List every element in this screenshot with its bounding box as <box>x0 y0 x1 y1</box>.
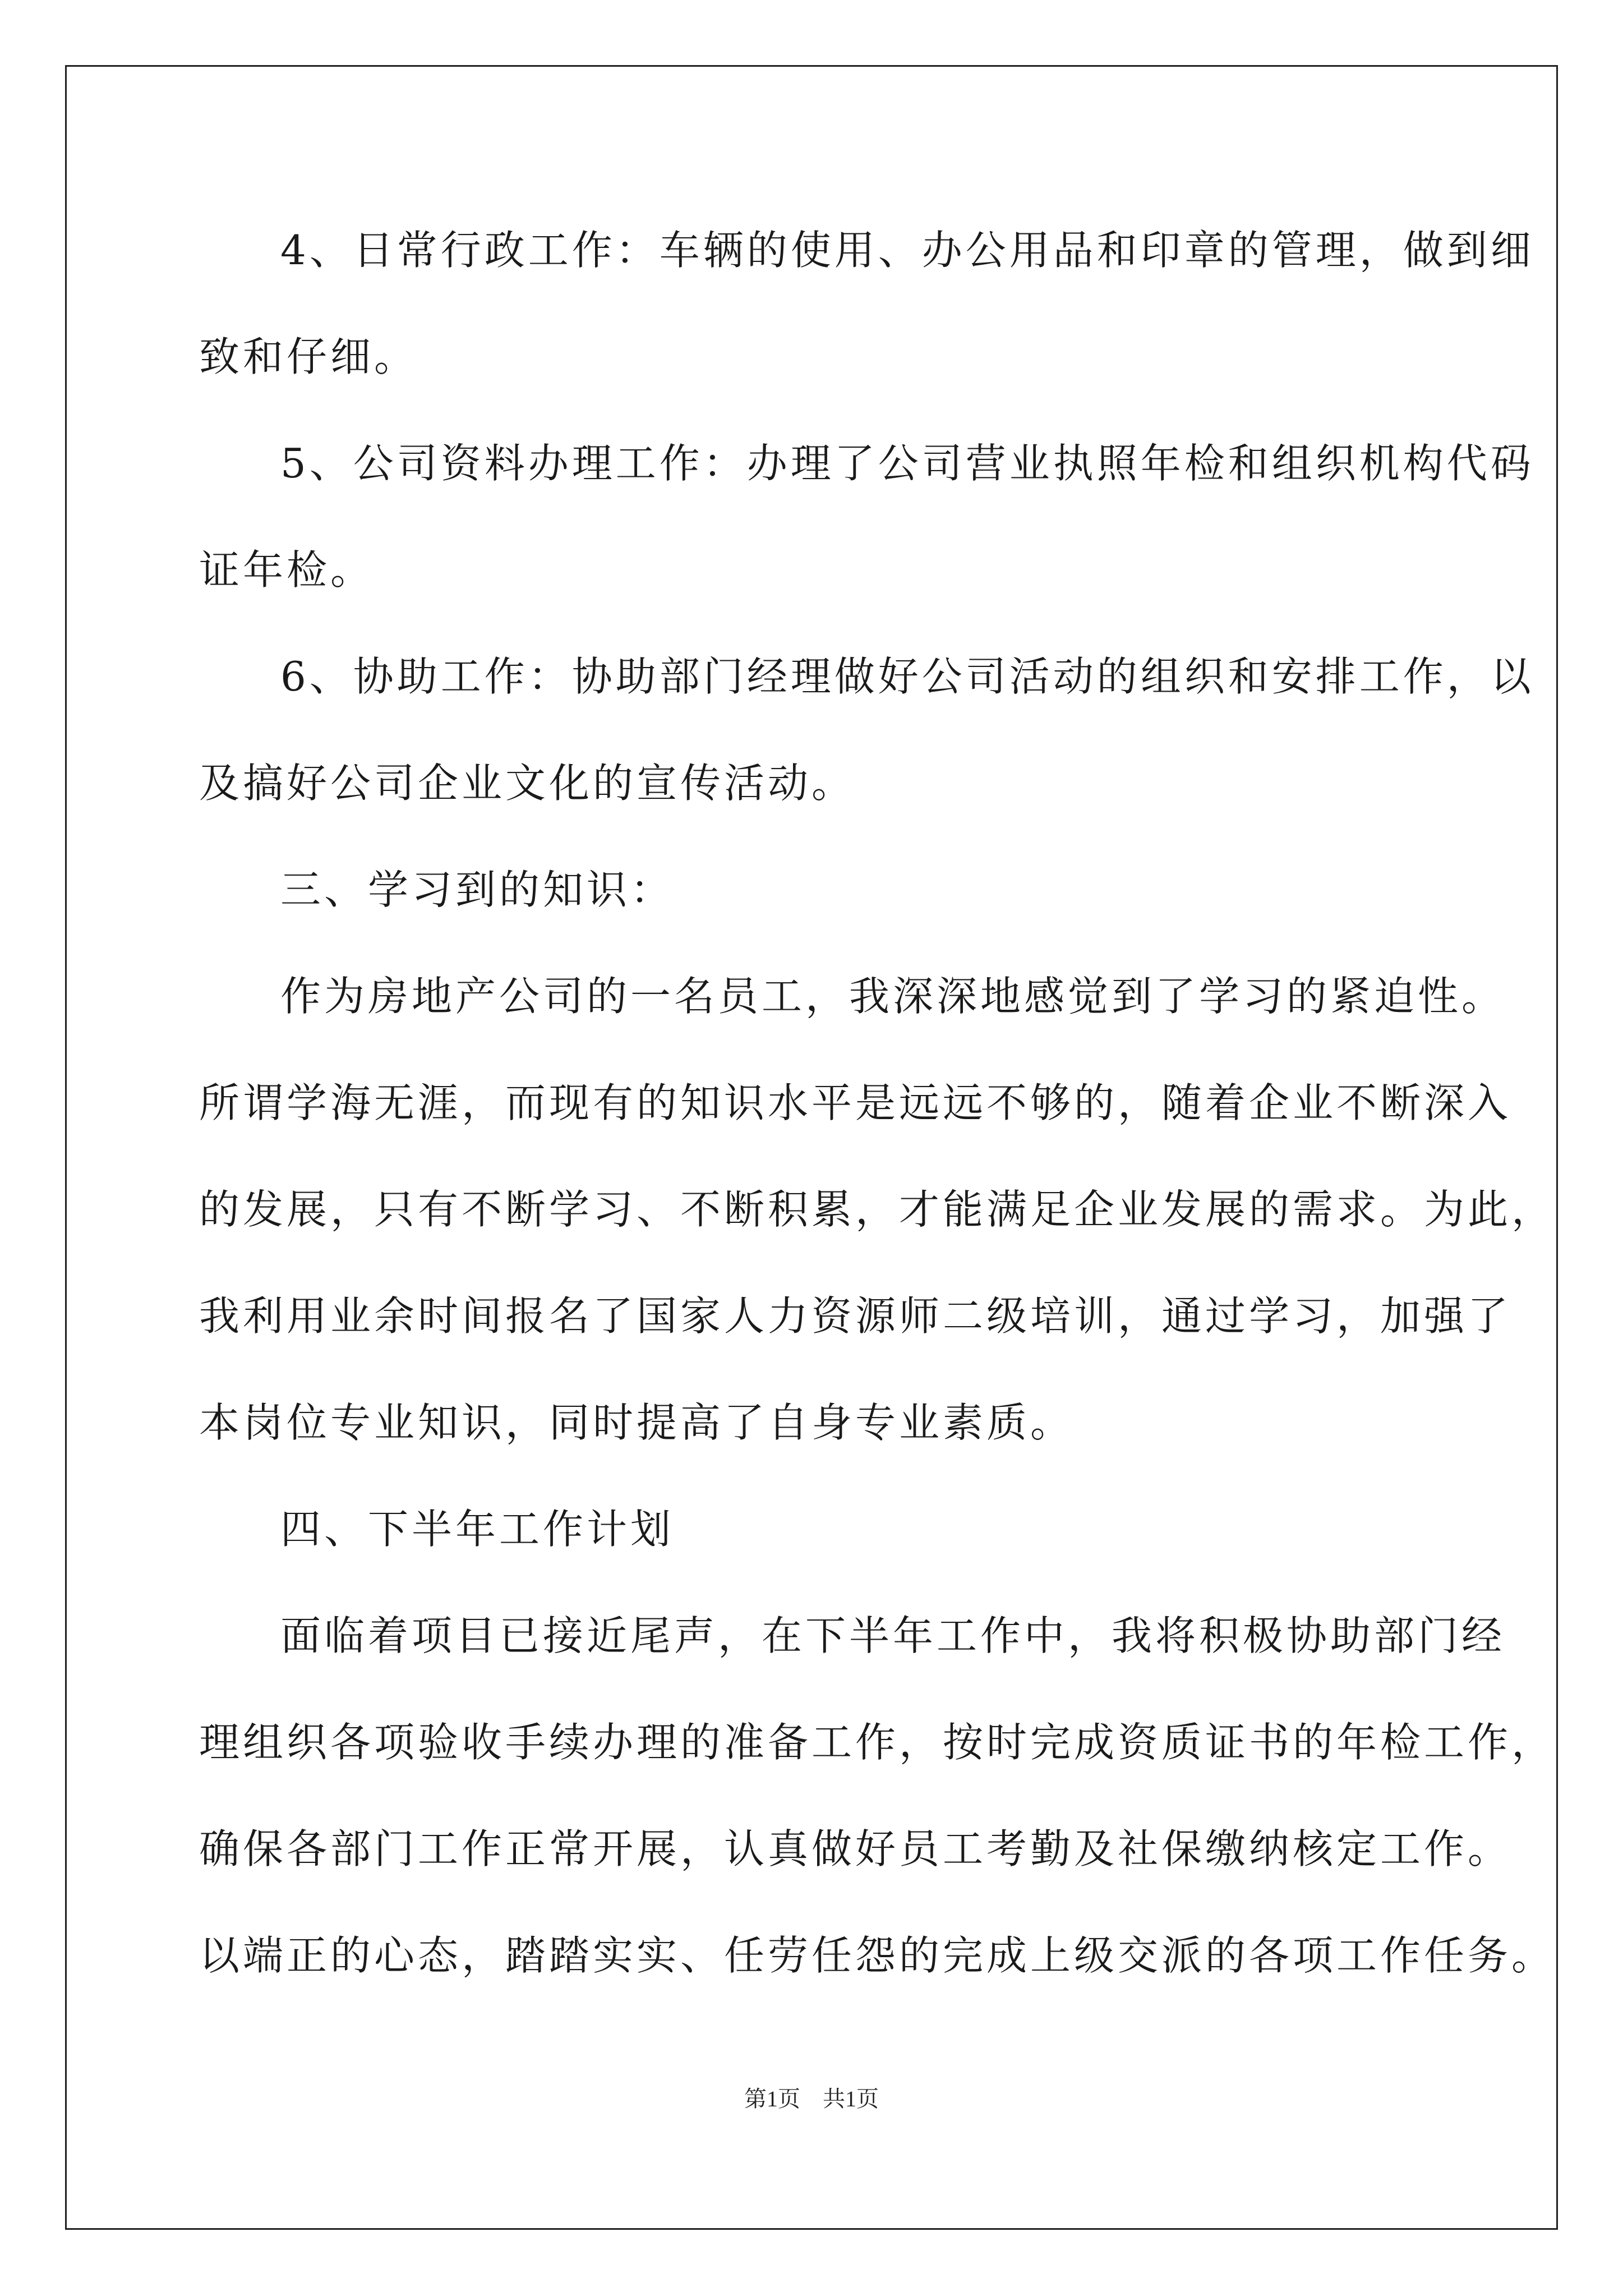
text-line: 所谓学海无涯，而现有的知识水平是远远不够的，随着企业不断深入 <box>199 1079 1512 1126</box>
text-line: 证年检。 <box>199 546 375 593</box>
text-line: 4、日常行政工作：车辆的使用、办公用品和印章的管理，做到细 <box>280 227 1534 274</box>
text-line: 理组织各项验收手续办理的准备工作，按时完成资质证书的年检工作， <box>199 1719 1556 1766</box>
text-line: 及搞好公司企业文化的宣传活动。 <box>199 760 856 807</box>
text-line: 5、公司资料办理工作：办理了公司营业执照年检和组织机构代码 <box>280 440 1534 487</box>
page-number-footer: 第1页 共1页 <box>744 2086 879 2111</box>
section-heading: 三、学习到的知识： <box>280 866 675 913</box>
text-line: 我利用业余时间报名了国家人力资源师二级培训，通过学习，加强了 <box>199 1292 1512 1340</box>
text-line: 面临着项目已接近尾声，在下半年工作中，我将积极协助部门经 <box>280 1612 1506 1659</box>
text-line: 致和仔细。 <box>199 333 418 380</box>
text-line: 6、协助工作：协助部门经理做好公司活动的组织和安排工作，以 <box>280 653 1534 700</box>
section-heading: 四、下半年工作计划 <box>280 1506 675 1553</box>
text-line: 的发展，只有不断学习、不断积累，才能满足企业发展的需求。为此， <box>199 1186 1556 1233</box>
text-line: 确保各部门工作正常开展，认真做好员工考勤及社保缴纳核定工作。 <box>199 1825 1512 1872</box>
text-line: 作为房地产公司的一名员工，我深深地感觉到了学习的紧迫性。 <box>280 973 1506 1020</box>
page-border <box>65 65 1558 2230</box>
text-line: 本岗位专业知识，同时提高了自身专业素质。 <box>199 1399 1075 1446</box>
text-line: 以端正的心态，踏踏实实、任劳任怨的完成上级交派的各项工作任务。 <box>199 1932 1556 1979</box>
